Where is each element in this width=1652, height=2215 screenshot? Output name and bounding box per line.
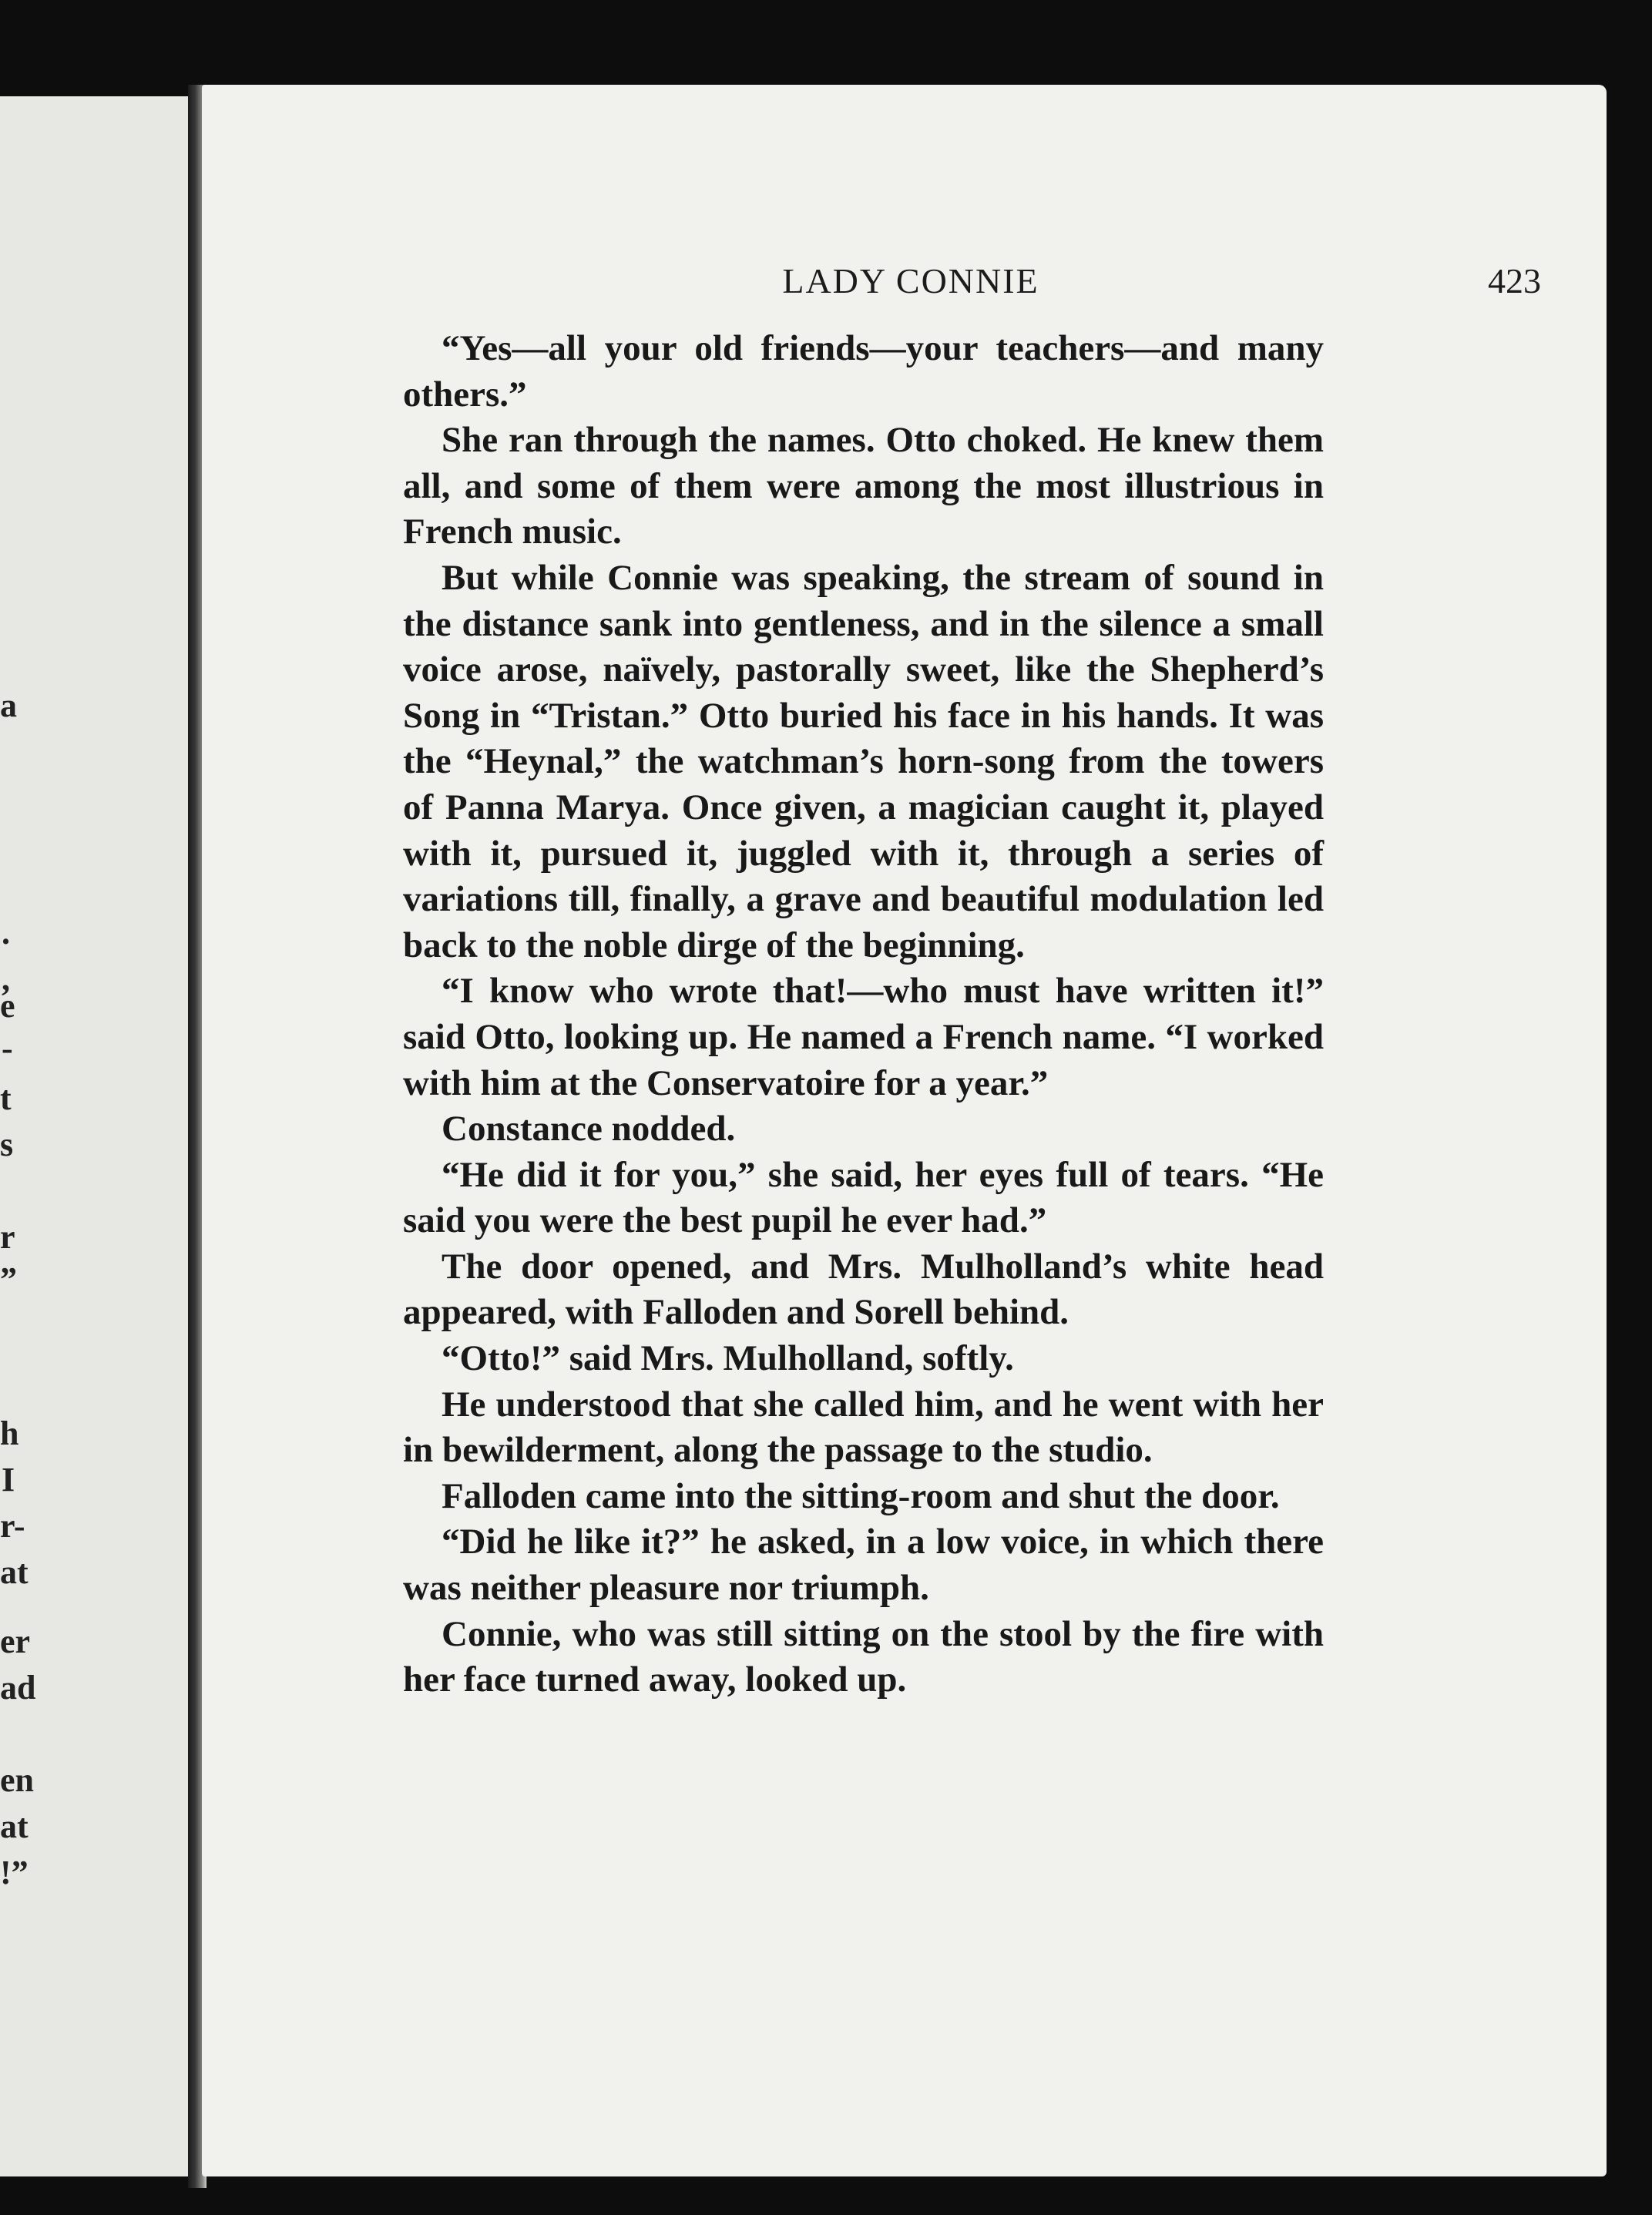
left-page-fragment: , [2,960,10,998]
paragraph: “I know who wrote that!—who must have written it!” said Otto, looking up. He named a French name. “I worked with him at the Conservatoire for a year.” [403,971,1324,1103]
left-page-edge [0,96,193,2176]
left-page-fragment: !” [0,1854,29,1891]
paragraph: “Did he like it?” he asked, in a low voice, in which there was neither pleasure nor triumph. [403,1522,1324,1609]
left-page-fragment: a [0,686,17,724]
paragraph: Connie, who was still sitting on the stool by the fire with her face turned away, looked up. [403,1613,1324,1700]
left-page-fragment: ad [0,1669,36,1707]
left-page-fragment: - [2,1029,13,1067]
left-page-fragment: I [2,1461,15,1498]
left-page-fragment: t [0,1079,12,1117]
left-page-fragment: at [0,1807,29,1845]
paragraph: The door opened, and Mrs. Mulholland’s white head appeared, with Falloden and Sorell behind. [403,1246,1324,1333]
paragraph: “Yes—all your old friends—your teachers—and many others.” [403,328,1324,414]
left-page-fragment: r- [0,1507,25,1545]
paragraph: She ran through the names. Otto choked. He knew them all, and some of them were among the most illustrious in French music. [403,420,1324,552]
paragraph: He understood that she called him, and he went with her in bewilderment, along the passage to the studio. [403,1384,1324,1471]
body-text [403,326,1324,1703]
left-page-fragment: e [0,987,15,1025]
paragraph: But while Connie was speaking, the stream of sound in the distance sank into gentleness, and in the silence a small voice arose, naïvely, pastorally sweet, like the Shepherd’s Song in “Tristan.” Otto buried his face in his hands. It was the “Heynal,” the watchman’s horn-song from the towers of Panna Marya. Once given, a magician caught it, played with it, pursued it, juggled with it, through a series of variations till, finally, a grave and beautiful modulation led back to the noble dirge of the beginning. [403,557,1324,965]
left-page-fragment: . [2,914,10,951]
right-page [202,85,1607,2176]
left-page-fragment: en [0,1761,34,1799]
page-header-title: LADY CONNIE [782,261,1039,300]
paragraph: Falloden came into the sitting-room and shut the door. [442,1475,1280,1516]
left-page-fragment: ” [0,1260,17,1298]
page-number: 423 [1488,261,1541,300]
left-page-fragment: h [0,1415,19,1452]
left-page-fragment: r [0,1218,15,1256]
paragraph: “Otto!” said Mrs. Mulholland, softly. [442,1338,1014,1379]
left-page-fragment: s [0,1126,14,1163]
left-page-fragment: at [0,1553,29,1591]
paragraph: Constance nodded. [442,1109,736,1149]
left-page-fragment: er [0,1623,31,1660]
paragraph: “He did it for you,” she said, her eyes full of tears. “He said you were the best pupil he ever had.” [403,1154,1324,1241]
running-head [202,260,1607,307]
